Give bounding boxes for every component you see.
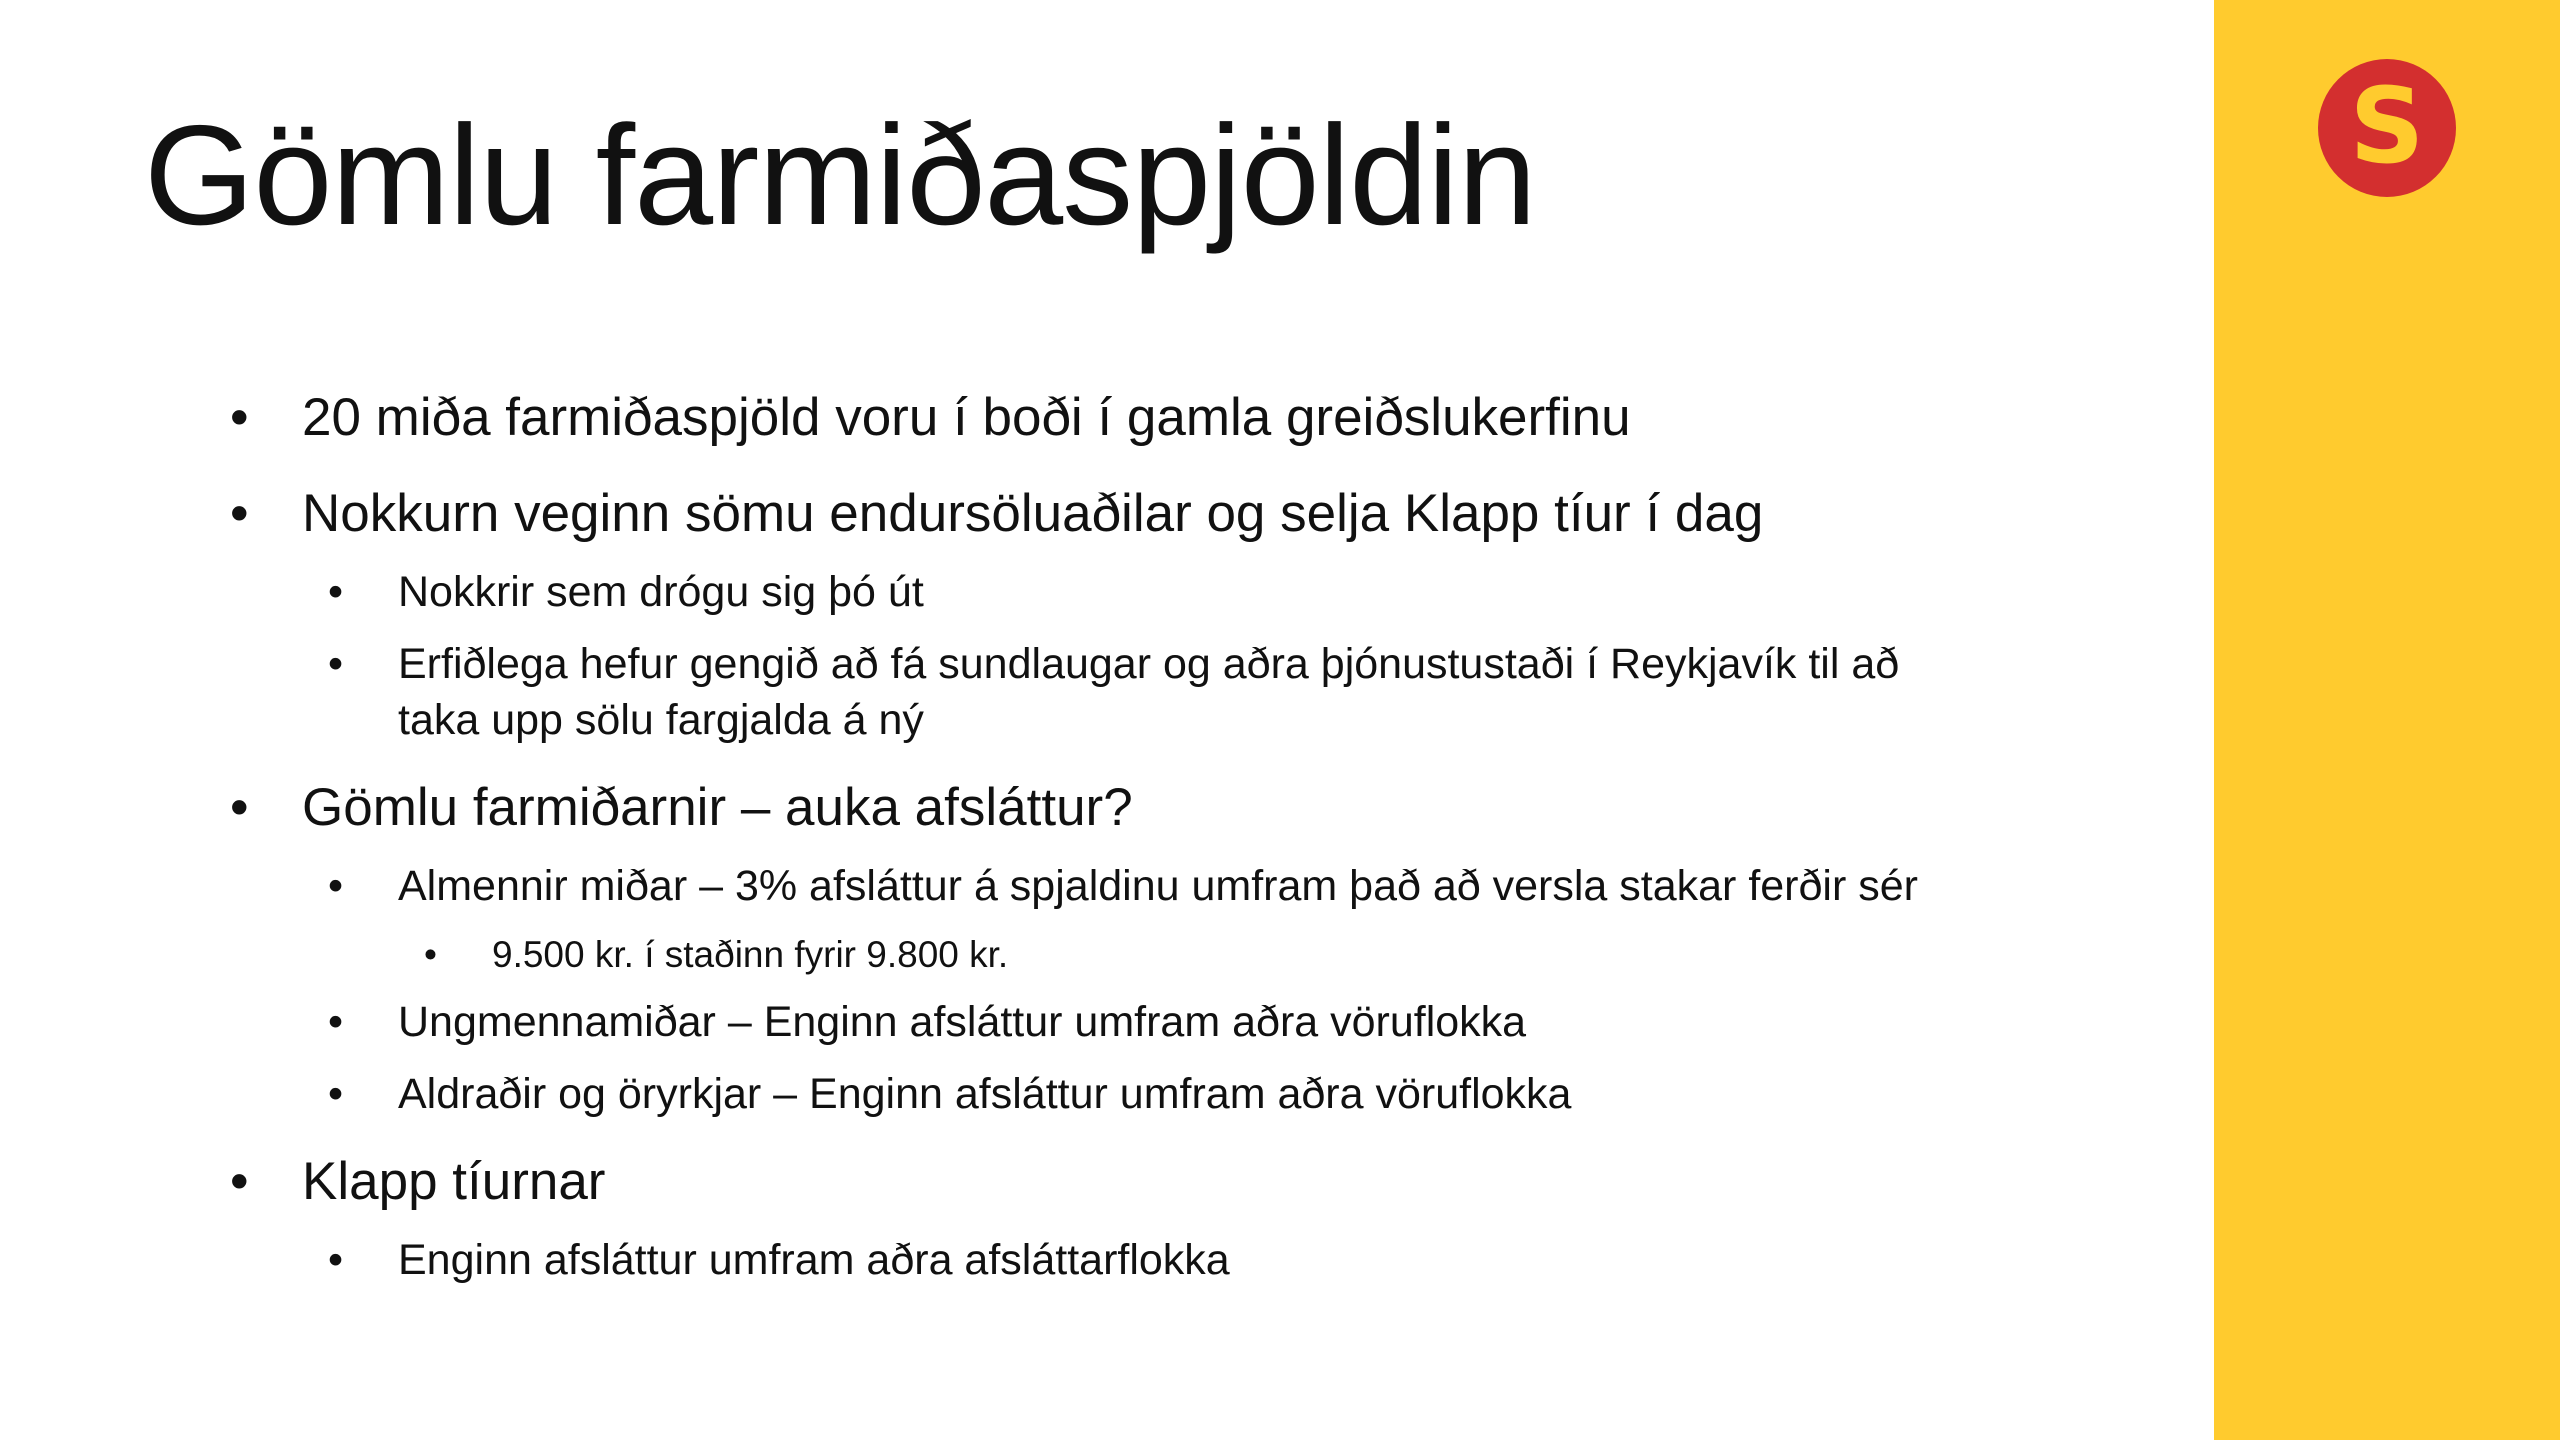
bullet-dot-icon: • (424, 934, 437, 975)
bullet-text: 20 miða farmiðaspjöld voru í boði í gamla greiðslukerfinu (302, 388, 1631, 447)
bullet-text: Nokkrir sem drógu sig þó út (398, 568, 924, 616)
bullet-item (230, 482, 1764, 546)
bullet-text: Erfiðlega hefur gengið að fá sundlaugar og aðra þjónustustaði í Reykjavík til að (398, 640, 1900, 688)
bullet-text: Gömlu farmiðarnir – auka afsláttur? (302, 778, 1133, 837)
slide-title: Gömlu farmiðaspjöldin (144, 96, 1536, 255)
bullet-dot-icon: • (230, 484, 249, 543)
bullet-dot-icon: • (328, 1070, 344, 1118)
yellow-side-bar (2214, 0, 2560, 1440)
bullet-item (230, 1150, 606, 1214)
sub-bullet-item (328, 1232, 1230, 1288)
bullet-text: Enginn afsláttur umfram aðra afsláttarflokka (398, 1236, 1230, 1284)
bullet-text: Almennir miðar – 3% afsláttur á spjaldinu umfram það að versla stakar ferðir sér (398, 862, 1918, 910)
bullet-text: taka upp sölu fargjalda á ný (398, 696, 924, 744)
bullet-dot-icon: • (230, 778, 249, 837)
bullet-dot-icon: • (328, 640, 344, 688)
sub-bullet-item (328, 636, 1900, 692)
sub-bullet-item (328, 858, 1918, 914)
bullet-dot-icon: • (230, 1152, 249, 1211)
bullet-dot-icon: • (328, 568, 344, 616)
sub-bullet-item (328, 994, 1527, 1050)
bullet-text: Aldraðir og öryrkjar – Enginn afsláttur umfram aðra vöruflokka (398, 1070, 1572, 1118)
bullet-dot-icon: • (230, 388, 249, 447)
bullet-text: Klapp tíurnar (302, 1152, 606, 1211)
bullet-item (230, 776, 1133, 840)
bullet-text: Nokkurn veginn sömu endursöluaðilar og selja Klapp tíur í dag (302, 484, 1764, 543)
sub-sub-bullet-item (424, 931, 1009, 979)
bullet-text: 9.500 kr. í staðinn fyrir 9.800 kr. (492, 934, 1009, 975)
bullet-dot-icon: • (328, 998, 344, 1046)
bullet-text: Ungmennamiðar – Enginn afsláttur umfram aðra vöruflokka (398, 998, 1527, 1046)
sub-bullet-item (328, 1066, 1572, 1122)
bullet-item (230, 386, 1631, 450)
sub-bullet-continuation (398, 692, 924, 748)
bullet-dot-icon: • (328, 1236, 344, 1284)
strætó-logo-icon (2318, 59, 2456, 197)
logo-letter: S (2349, 65, 2425, 187)
sub-bullet-item (328, 564, 924, 620)
bullet-dot-icon: • (328, 862, 344, 910)
